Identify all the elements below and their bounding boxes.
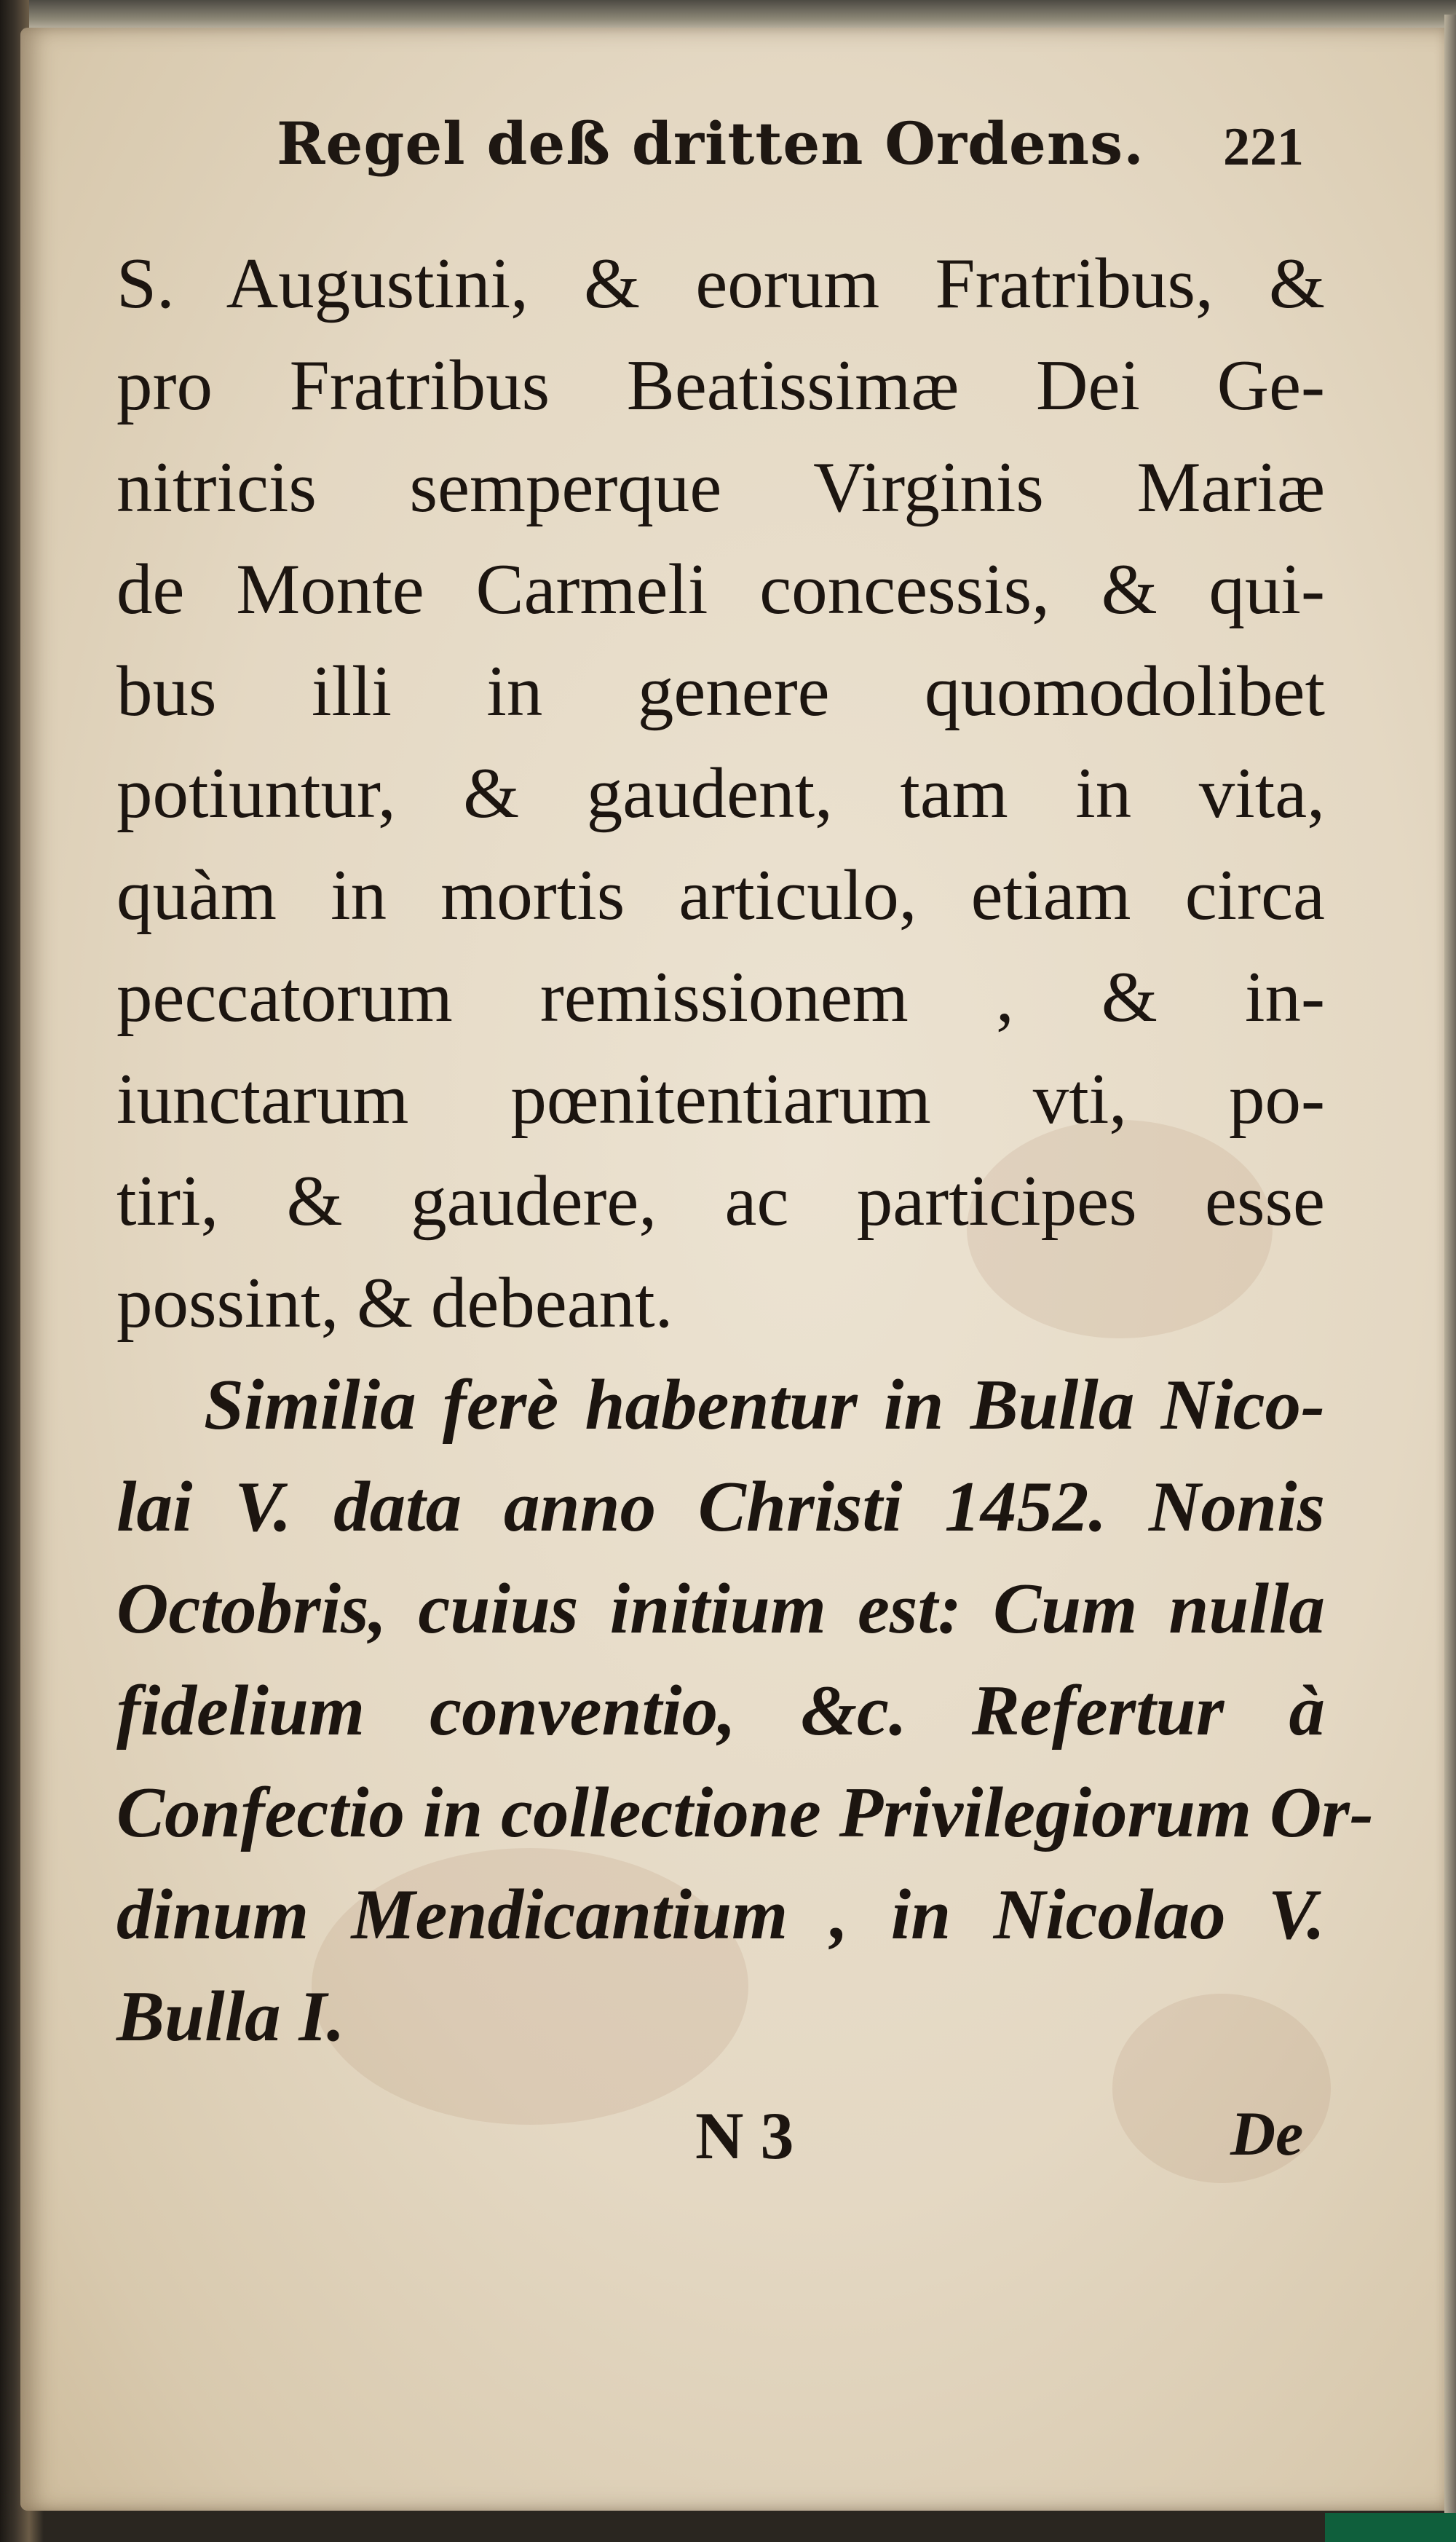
page-right-edge <box>1444 15 1456 2542</box>
green-backing <box>1325 2513 1456 2542</box>
running-head: Regel deß dritten Ordens. <box>277 109 1144 178</box>
text-line: Similia ferè habentur in Bulla Nico- <box>204 1365 1325 1445</box>
text-line: lai V. data anno Christi 1452. Nonis <box>116 1467 1325 1547</box>
text-line: Octobris, cuius initium est: Cum nulla <box>116 1569 1325 1649</box>
text-line: bus illi in genere quomodolibet <box>116 652 1325 731</box>
text-line: tiri, & gaudere, ac participes esse <box>116 1161 1325 1241</box>
text-line: Bulla I. <box>116 1977 345 2056</box>
catchword: De <box>1230 2099 1304 2168</box>
text-line: dinum Mendicantium , in Nicolao V. <box>116 1875 1325 1954</box>
text-line: de Monte Carmeli concessis, & qui- <box>116 550 1325 629</box>
text-line: pro Fratribus Beatissimæ Dei Ge- <box>116 346 1325 425</box>
body-text <box>116 233 1374 2068</box>
text-line: nitricis semperque Virginis Mariæ <box>116 448 1325 527</box>
text-line: fidelium conventio, &c. Refertur à <box>116 1671 1325 1750</box>
page-number: 221 <box>1223 117 1304 177</box>
text-line: quàm in mortis articulo, etiam circa <box>116 856 1325 935</box>
text-line: S. Augustini, & eorum Fratribus, & <box>116 244 1325 323</box>
text-line: Confectio in collectione Privilegiorum Or- <box>116 1773 1374 1852</box>
text-line: potiuntur, & gaudent, tam in vita, <box>116 754 1325 833</box>
text-line: peccatorum remissionem , & in- <box>116 958 1325 1037</box>
text-line: possint, & debeant. <box>116 1263 673 1343</box>
text-line: iunctarum pœnitentiarum vti, po- <box>116 1059 1325 1139</box>
signature-mark: N 3 <box>695 2099 794 2173</box>
